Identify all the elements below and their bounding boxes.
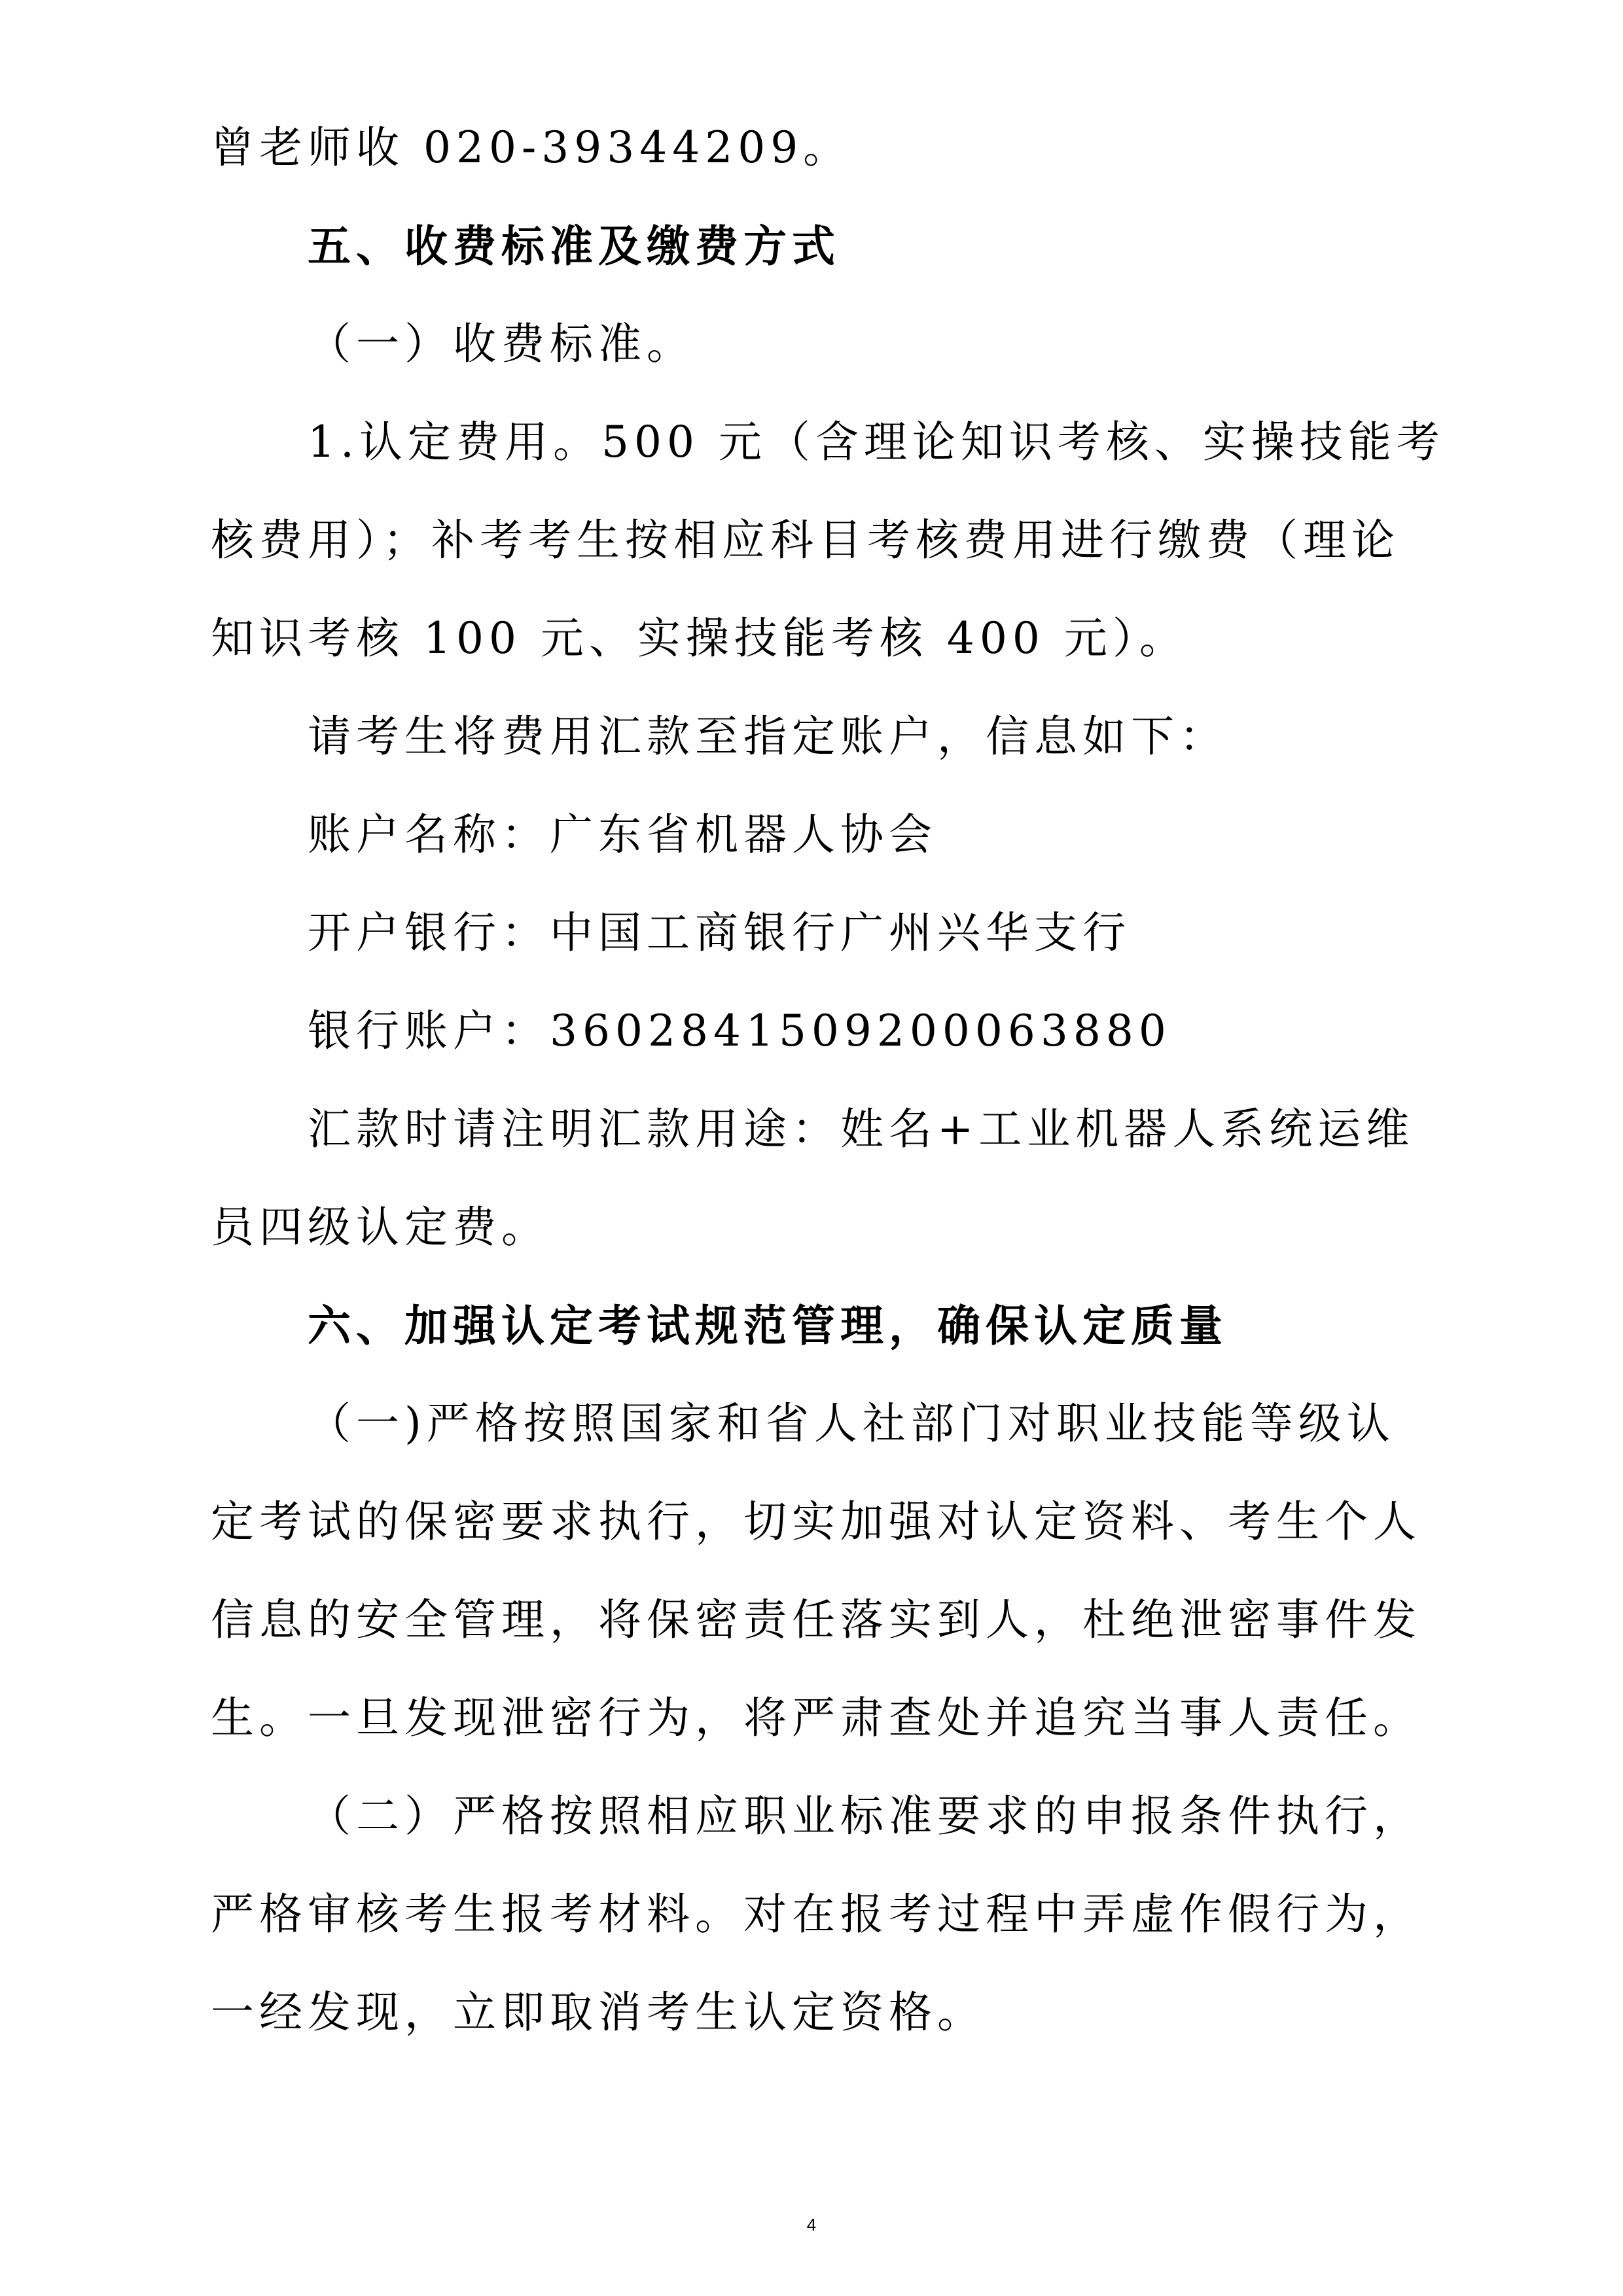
paragraph-line: 生。一旦发现泄密行为，将严肃查处并追究当事人责任。: [211, 1693, 1421, 1743]
paragraph-line: 员四级认定费。: [211, 1202, 550, 1252]
paragraph-line: 核费用）；补考考生按相应科目考核费用进行缴费（理论: [211, 515, 1400, 565]
bank-name-line: 开户银行：中国工商银行广州兴华支行: [308, 908, 1131, 958]
paragraph-line: 请考生将费用汇款至指定账户，信息如下：: [308, 711, 1228, 762]
section-5-heading: 五、收费标准及缴费方式: [308, 221, 840, 272]
contact-line: 曾老师收 020-39344209。: [211, 122, 852, 173]
paragraph-line: 信息的安全管理，将保密责任落实到人，杜绝泄密事件发: [211, 1595, 1421, 1645]
page-number: 4: [806, 2215, 817, 2234]
bank-account-line: 银行账户：3602841509200063880: [308, 1006, 1171, 1056]
paragraph-line: 定考试的保密要求执行，切实加强对认定资料、考生个人: [211, 1496, 1421, 1547]
paragraph-line: 严格审核考生报考材料。对在报考过程中弄虚作假行为，: [211, 1889, 1421, 1939]
paragraph-line: 一经发现，立即取消考生认定资格。: [211, 1987, 986, 2038]
paragraph-line: （一)严格按照国家和省人社部门对职业技能等级认: [308, 1398, 1395, 1449]
paragraph-line: 知识考核 100 元、实操技能考核 400 元）。: [211, 613, 1188, 663]
paragraph-line: （二）严格按照相应职业标准要求的申报条件执行，: [308, 1791, 1421, 1841]
section-6-heading: 六、加强认定考试规范管理，确保认定质量: [308, 1300, 1228, 1351]
paragraph-line: 汇款时请注明汇款用途：姓名+工业机器人系统运维: [308, 1104, 1415, 1154]
account-name-line: 账户名称：广东省机器人协会: [308, 809, 937, 860]
paragraph-line: 1.认定费用。500 元（含理论知识考核、实操技能考: [308, 417, 1445, 467]
subsection-fee-standard: （一）收费标准。: [308, 319, 695, 369]
